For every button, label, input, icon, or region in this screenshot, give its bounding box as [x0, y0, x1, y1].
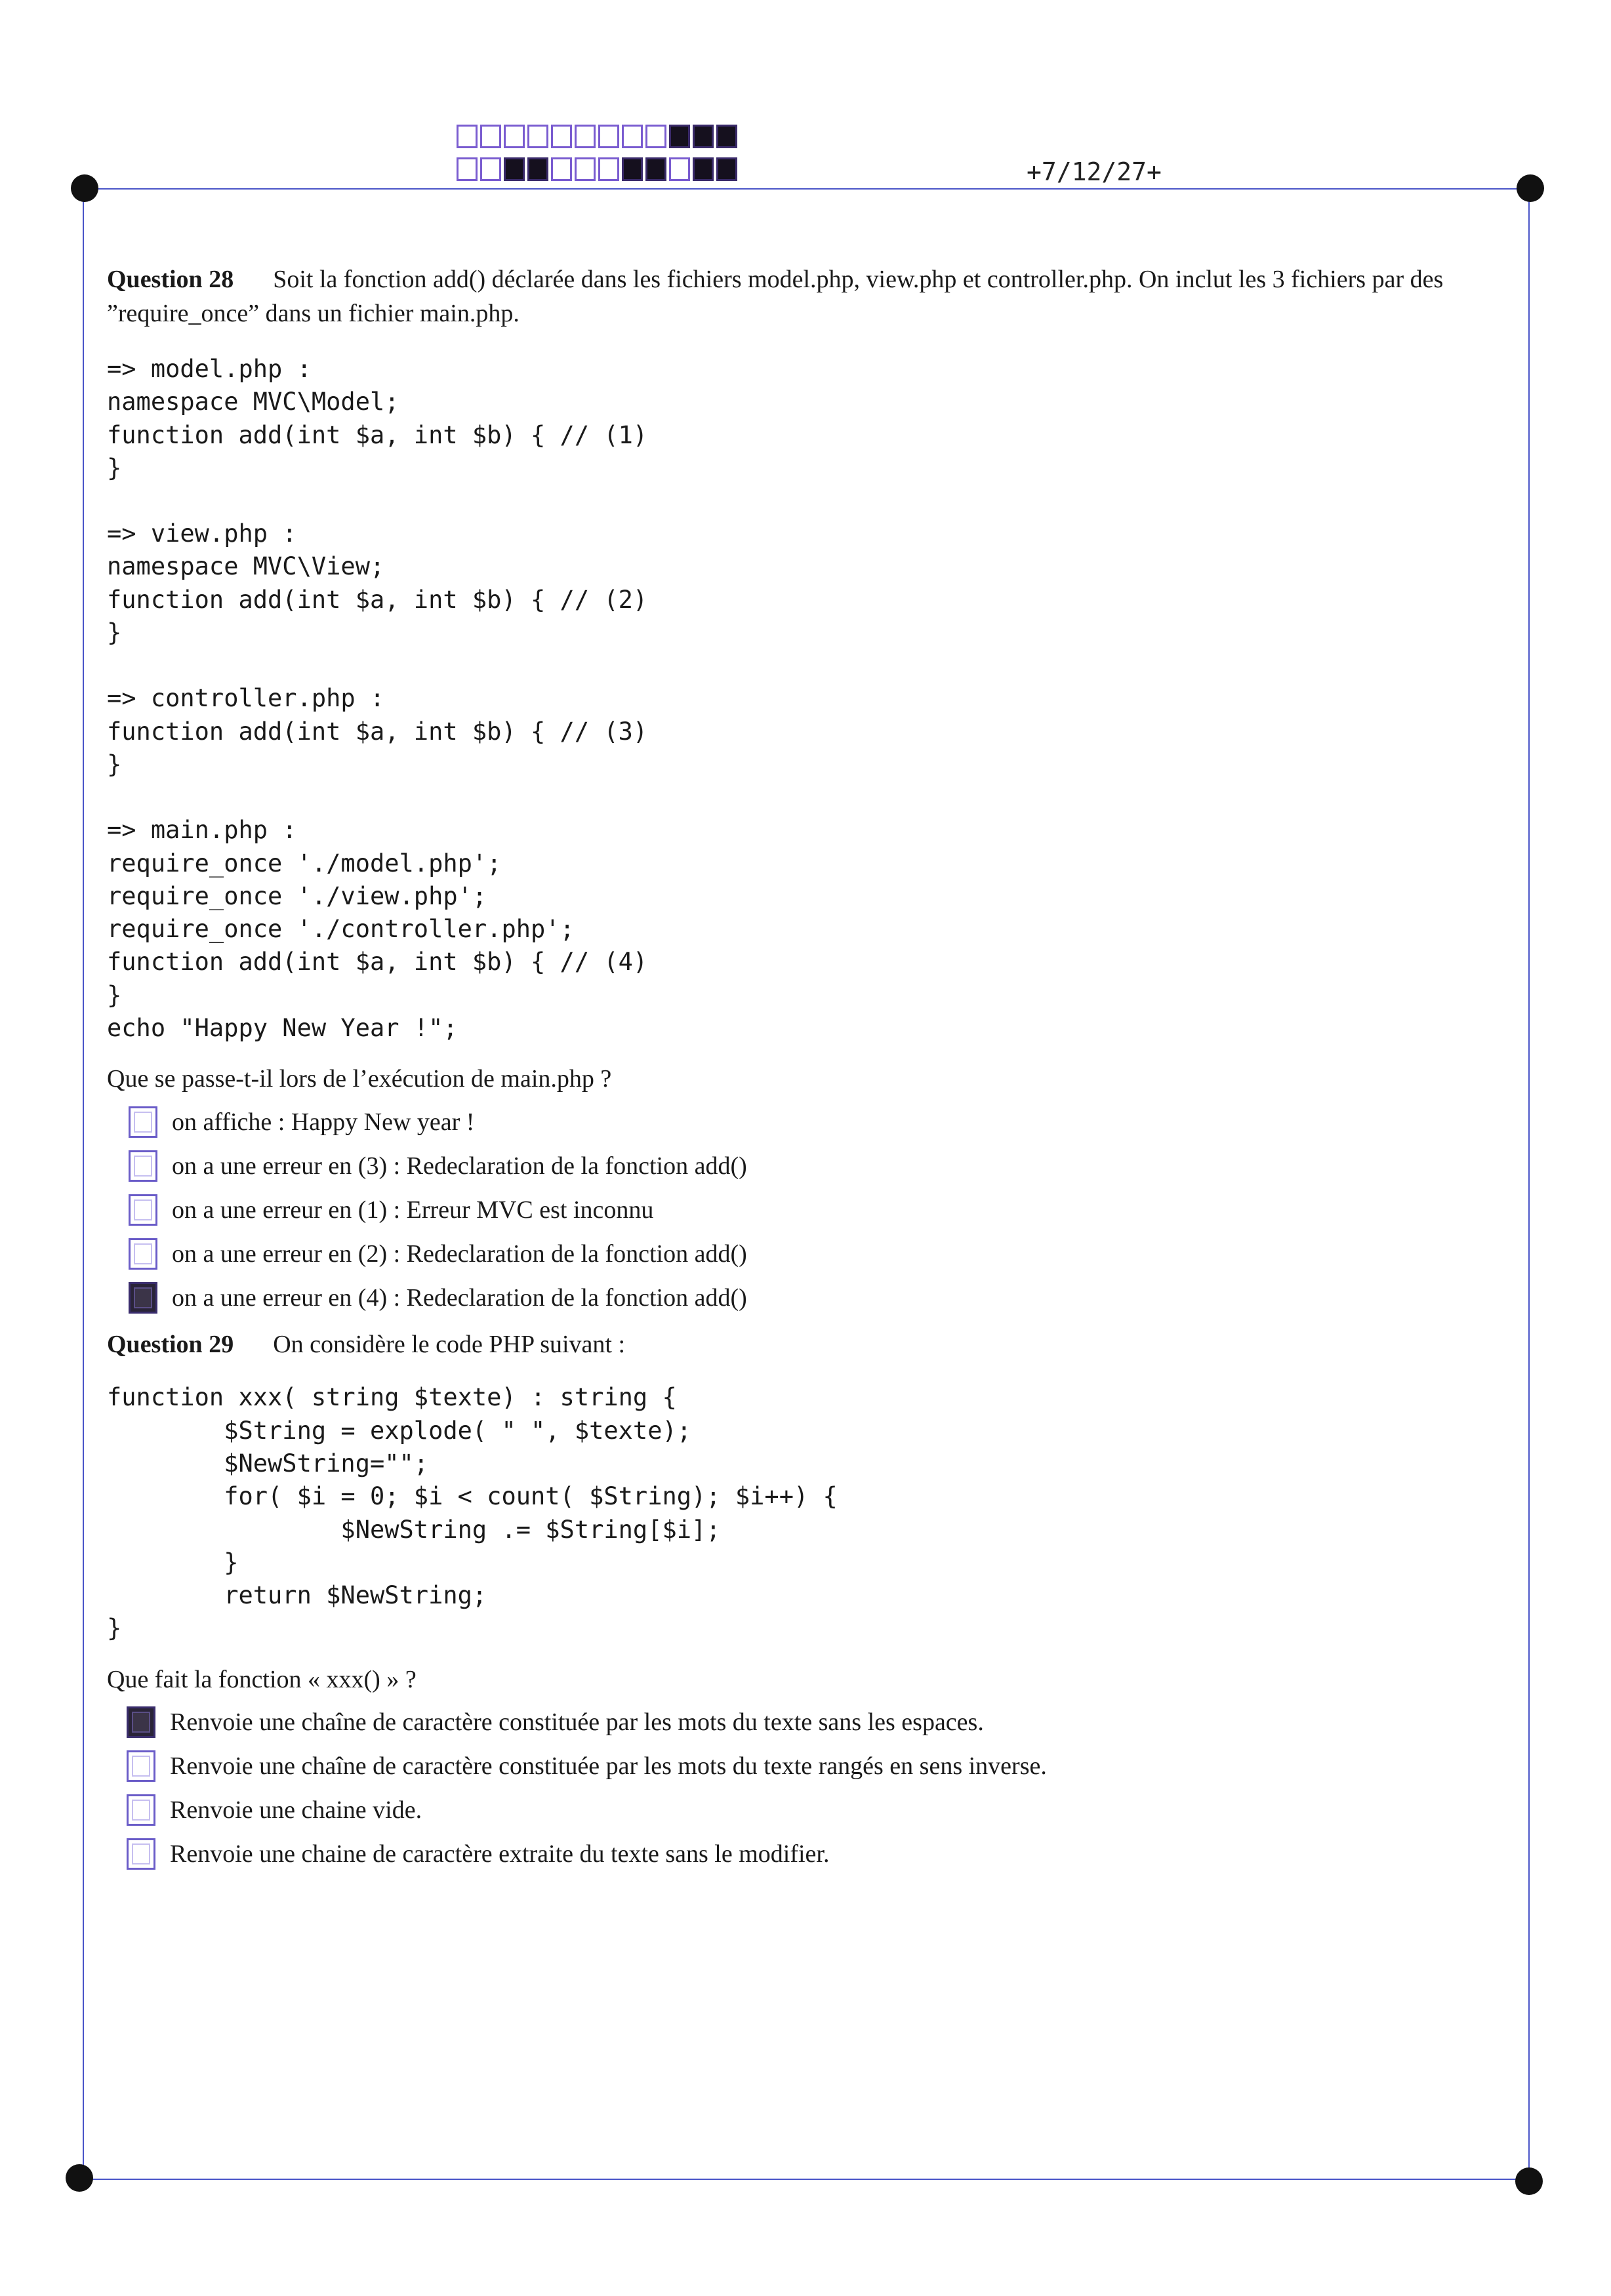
question-29-answers [127, 1701, 1517, 1876]
answer-checkbox[interactable] [129, 1238, 157, 1270]
id-code-box [457, 157, 478, 181]
answer-option[interactable] [127, 1788, 1517, 1832]
id-code-box [551, 157, 572, 181]
id-code-box [693, 125, 714, 148]
id-code-box [622, 125, 643, 148]
corner-marker-top-left [71, 174, 98, 202]
id-code-box [551, 125, 572, 148]
checked-checkbox[interactable] [129, 1282, 157, 1314]
answer-text: on affiche : Happy New year ! [172, 1108, 475, 1136]
answer-option[interactable] [129, 1276, 1517, 1319]
corner-marker-bottom-right [1515, 2167, 1543, 2195]
corner-marker-top-right [1517, 174, 1544, 202]
answer-option[interactable] [127, 1832, 1517, 1876]
question-29-statement [107, 1327, 1517, 1361]
answer-text: on a une erreur en (1) : Erreur MVC est inconnu [172, 1196, 654, 1224]
answer-text: on a une erreur en (2) : Redeclaration de la fonction add() [172, 1239, 747, 1268]
question-29-text: On considère le code PHP suivant : [273, 1331, 626, 1359]
answer-checkbox[interactable] [127, 1838, 155, 1870]
page-code: +7/12/27+ [1027, 157, 1162, 186]
id-code-box [716, 157, 737, 181]
code-main-php: => main.php : require_once './model.php'; require_once './view.php'; require_once './controller.php'; function add(int $a, int $b) { // (4) } echo "Happy New Year !"; [107, 816, 648, 1043]
answer-checkbox[interactable] [129, 1106, 157, 1138]
question-29-prompt: Que fait la fonction « xxx() » ? [107, 1665, 417, 1693]
id-code-box [527, 157, 548, 181]
exam-content [107, 262, 1517, 1876]
id-code-box [693, 157, 714, 181]
answer-option[interactable] [127, 1744, 1517, 1788]
answer-text: Renvoie une chaîne de caractère constituée par les mots du texte rangés en sens inverse. [170, 1752, 1047, 1781]
question-28-prompt: Que se passe-t-il lors de l’exécution de main.php ? [107, 1065, 612, 1093]
answer-checkbox[interactable] [129, 1194, 157, 1226]
question-28-text: Soit la fonction add() déclarée dans les fichiers model.php, view.php et controller.php. On inclut les 3 fichiers par des ”require_once” dans un fichier main.php. [107, 266, 1444, 327]
id-code-box [645, 125, 666, 148]
id-code-box [504, 125, 525, 148]
answer-checkbox[interactable] [127, 1794, 155, 1826]
code-function-xxx: function xxx( string $texte) : string { $String = explode( " ", $texte); $NewString=""; for( $i = 0; $i < count( $String); $i++) { $NewString .= $String[$i]; } return $NewString; } [107, 1383, 838, 1643]
question-28-statement [107, 262, 1517, 331]
id-code-box [575, 125, 596, 148]
answer-text: Renvoie une chaine de caractère extraite du texte sans le modifier. [170, 1840, 830, 1868]
code-model-php: => model.php : namespace MVC\Model; function add(int $a, int $b) { // (1) } [107, 355, 648, 482]
id-code-box [622, 157, 643, 181]
id-code-box [504, 157, 525, 181]
answer-text: on a une erreur en (3) : Redeclaration de la fonction add() [172, 1152, 747, 1180]
id-code-box [669, 125, 690, 148]
checked-checkbox[interactable] [127, 1706, 155, 1738]
answer-text: Renvoie une chaine vide. [170, 1796, 422, 1824]
answer-checkbox[interactable] [129, 1150, 157, 1182]
answer-text: Renvoie une chaîne de caractère constituée par les mots du texte sans les espaces. [170, 1708, 984, 1737]
code-controller-php: => controller.php : function add(int $a, int $b) { // (3) } [107, 684, 648, 778]
question-28-label: Question 28 [107, 266, 234, 293]
id-code-box [480, 157, 501, 181]
answer-text: on a une erreur en (4) : Redeclaration de la fonction add() [172, 1283, 747, 1312]
id-code-box [716, 125, 737, 148]
answer-option[interactable] [127, 1701, 1517, 1744]
id-code-box [575, 157, 596, 181]
code-view-php: => view.php : namespace MVC\View; function add(int $a, int $b) { // (2) } [107, 519, 648, 647]
id-code-box [457, 125, 478, 148]
answer-option[interactable] [129, 1100, 1517, 1144]
question-29-label: Question 29 [107, 1331, 234, 1359]
id-code-boxes-row-2 [457, 157, 737, 181]
id-code-box [598, 157, 619, 181]
answer-option[interactable] [129, 1232, 1517, 1276]
id-code-box [598, 125, 619, 148]
id-code-box [669, 157, 690, 181]
id-code-boxes-row-1 [457, 125, 737, 148]
answer-option[interactable] [129, 1188, 1517, 1232]
answer-checkbox[interactable] [127, 1750, 155, 1782]
id-code-box [645, 157, 666, 181]
answer-option[interactable] [129, 1144, 1517, 1188]
id-code-box [527, 125, 548, 148]
corner-marker-bottom-left [66, 2164, 93, 2192]
question-28-answers [129, 1100, 1517, 1319]
id-code-box [480, 125, 501, 148]
